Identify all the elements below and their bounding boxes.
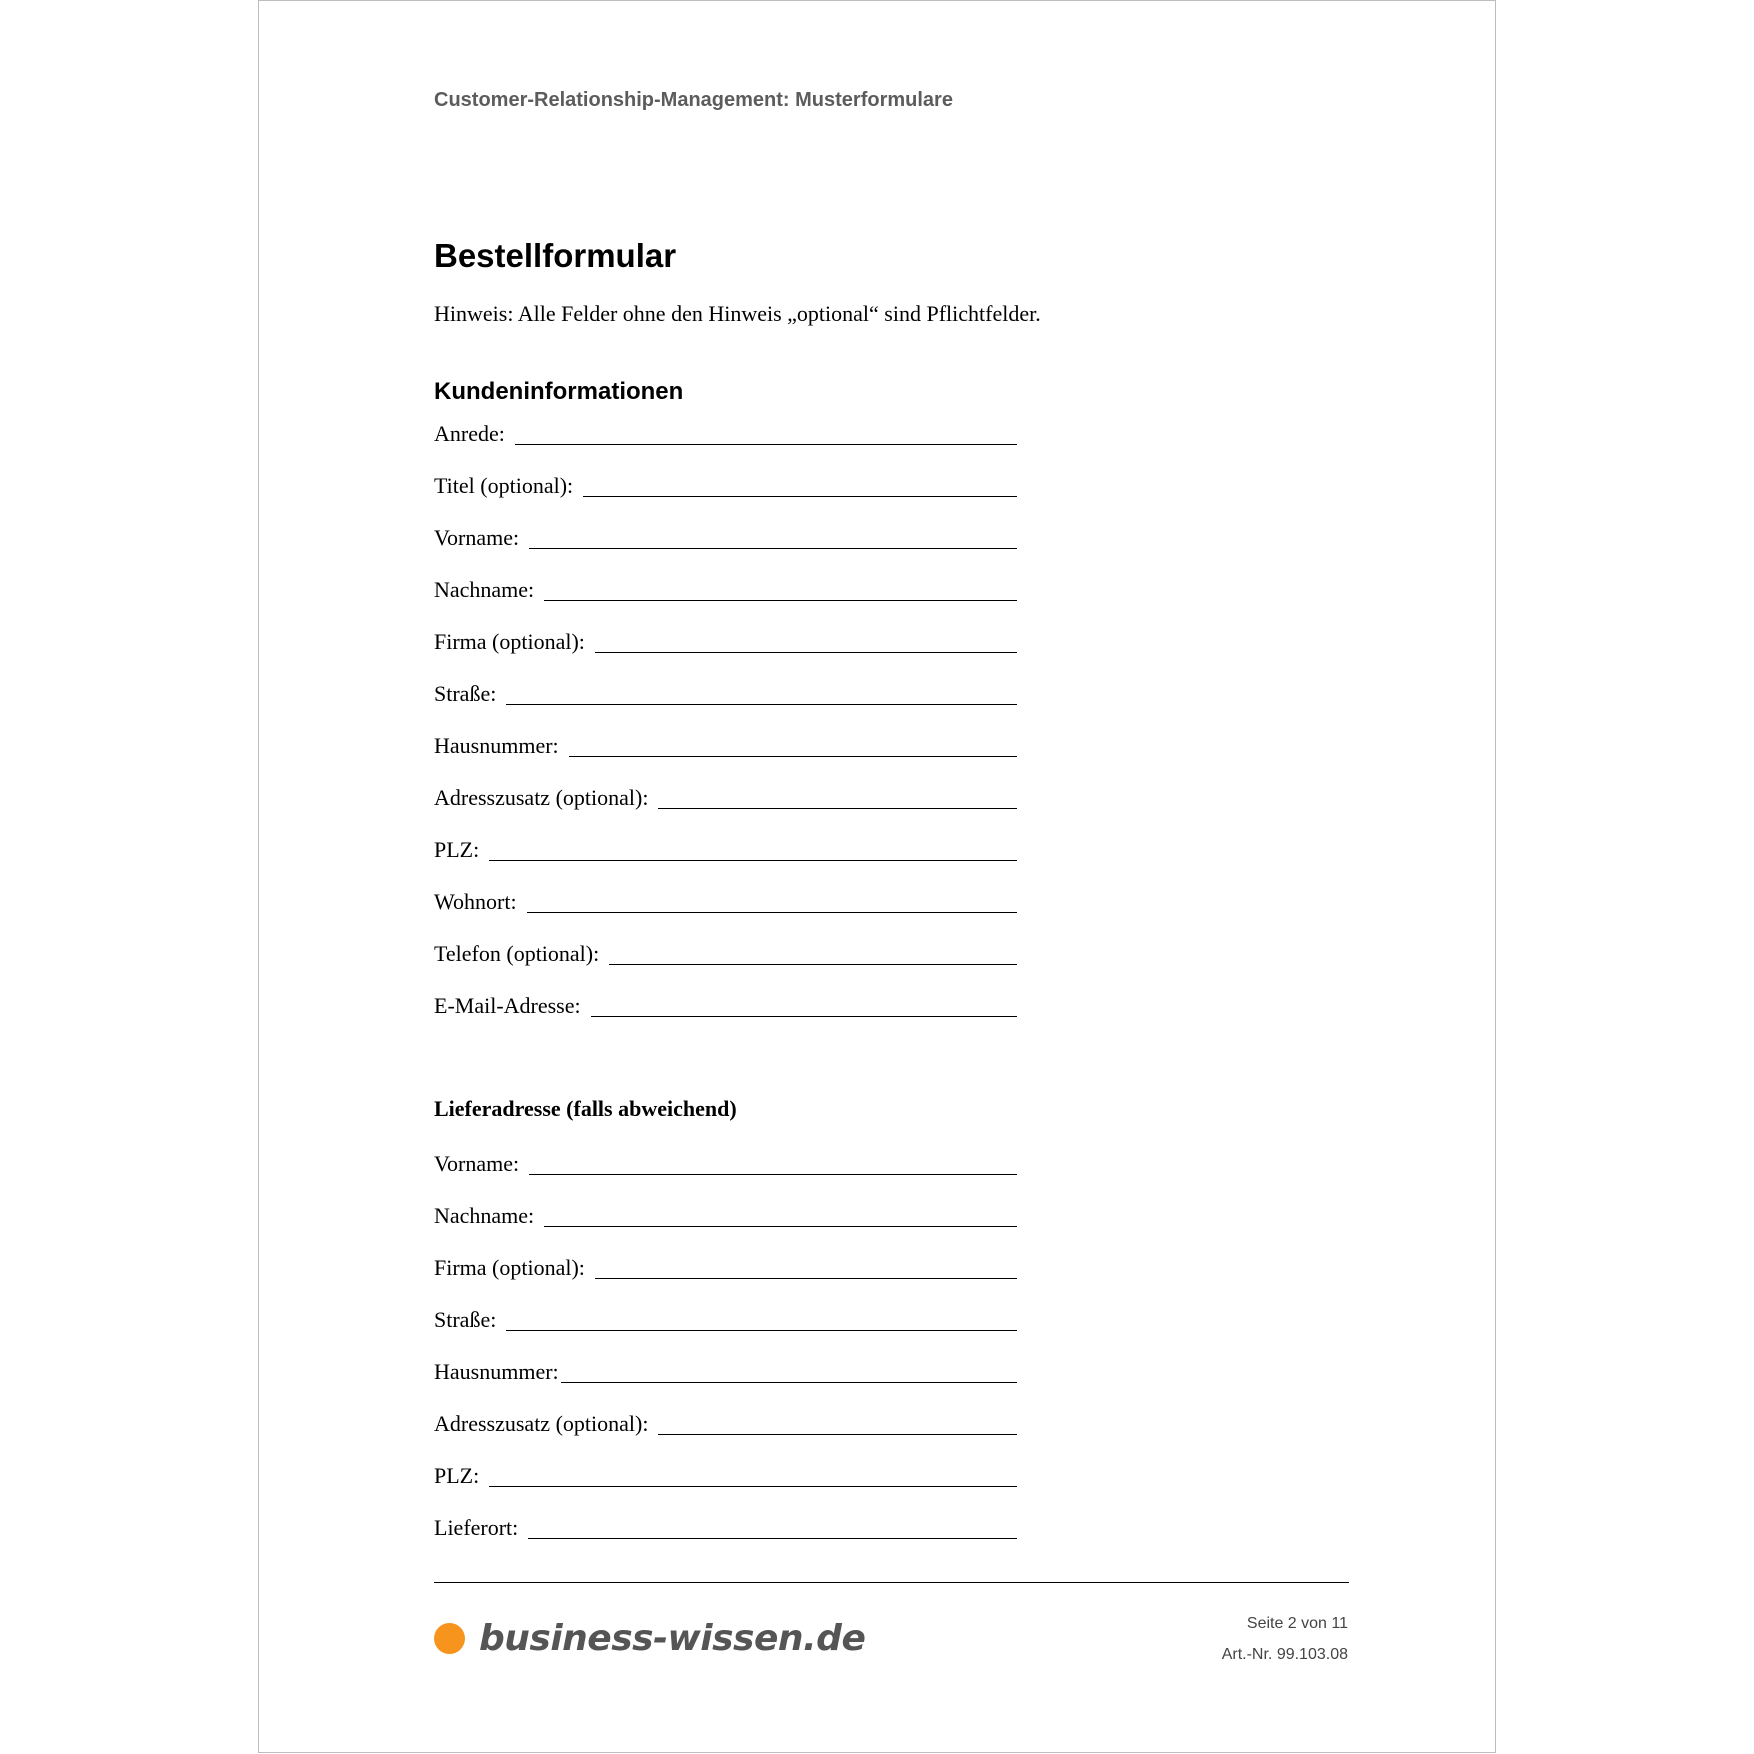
field-strasse[interactable] xyxy=(434,677,1017,707)
field-adresszusatz[interactable] xyxy=(434,781,1017,811)
field-delivery-vorname[interactable] xyxy=(434,1147,1017,1177)
field-input-line[interactable] xyxy=(591,1014,1017,1017)
field-wohnort[interactable] xyxy=(434,885,1017,915)
field-input-line[interactable] xyxy=(515,442,1017,445)
field-plz[interactable] xyxy=(434,833,1017,863)
field-label: Adresszusatz (optional): xyxy=(434,1411,649,1436)
field-input-line[interactable] xyxy=(489,1484,1017,1487)
field-label: PLZ: xyxy=(434,1463,480,1488)
field-email[interactable] xyxy=(434,989,1017,1019)
field-label: E-Mail-Adresse: xyxy=(434,993,581,1018)
page-title: Bestellformular xyxy=(434,237,677,274)
field-firma[interactable] xyxy=(434,625,1017,655)
field-input-line[interactable] xyxy=(595,1276,1017,1279)
field-label: Vorname: xyxy=(434,1151,520,1176)
delivery-section-title: Lieferadresse (falls abweichend) xyxy=(434,1096,737,1121)
field-delivery-plz[interactable] xyxy=(434,1459,1017,1489)
field-hausnummer[interactable] xyxy=(434,729,1017,759)
page-number: Seite 2 von 11 xyxy=(1246,1615,1348,1632)
field-delivery-lieferort[interactable] xyxy=(434,1511,1017,1541)
field-telefon[interactable] xyxy=(434,937,1017,967)
field-label: Vorname: xyxy=(434,525,520,550)
field-label: Anrede: xyxy=(434,421,505,446)
field-label: Straße: xyxy=(434,681,497,706)
field-label: Hausnummer: xyxy=(434,1359,559,1384)
field-delivery-hausnummer[interactable] xyxy=(434,1355,1017,1385)
required-fields-note: Hinweis: Alle Felder ohne den Hinweis „optional“ sind Pflichtfelder. xyxy=(434,301,1041,326)
field-nachname[interactable] xyxy=(434,573,1017,603)
field-delivery-firma[interactable] xyxy=(434,1251,1017,1281)
field-input-line[interactable] xyxy=(561,1380,1017,1383)
field-anrede[interactable] xyxy=(434,417,1017,447)
field-input-line[interactable] xyxy=(595,650,1017,653)
field-label: Hausnummer: xyxy=(434,733,559,758)
field-delivery-adresszusatz[interactable] xyxy=(434,1407,1017,1437)
field-label: PLZ: xyxy=(434,837,480,862)
field-input-line[interactable] xyxy=(506,702,1017,705)
logo-text: business-wissen.de xyxy=(479,1618,866,1659)
field-titel[interactable] xyxy=(434,469,1017,499)
field-label: Lieferort: xyxy=(434,1515,519,1540)
field-input-line[interactable] xyxy=(609,962,1017,965)
field-input-line[interactable] xyxy=(528,1536,1017,1539)
footer-divider xyxy=(434,1582,1349,1583)
brand-logo xyxy=(434,1618,865,1659)
field-delivery-nachname[interactable] xyxy=(434,1199,1017,1229)
field-label: Telefon (optional): xyxy=(434,941,600,966)
field-input-line[interactable] xyxy=(569,754,1017,757)
field-label: Titel (optional): xyxy=(434,473,574,498)
field-label: Nachname: xyxy=(434,577,535,602)
document-page xyxy=(258,0,1496,1753)
field-input-line[interactable] xyxy=(544,1224,1017,1227)
field-input-line[interactable] xyxy=(544,598,1017,601)
field-label: Straße: xyxy=(434,1307,497,1332)
field-input-line[interactable] xyxy=(506,1328,1017,1331)
running-header: Customer-Relationship-Management: Musterformulare xyxy=(434,89,953,111)
field-label: Nachname: xyxy=(434,1203,535,1228)
field-label: Firma (optional): xyxy=(434,629,585,654)
field-input-line[interactable] xyxy=(583,494,1017,497)
field-delivery-strasse[interactable] xyxy=(434,1303,1017,1333)
field-vorname[interactable] xyxy=(434,521,1017,551)
field-input-line[interactable] xyxy=(529,1172,1017,1175)
customer-section-title: Kundeninformationen xyxy=(434,378,684,405)
logo-dot-icon xyxy=(434,1623,465,1654)
field-input-line[interactable] xyxy=(658,806,1017,809)
footer-info xyxy=(1222,1608,1348,1670)
field-label: Wohnort: xyxy=(434,889,517,914)
field-input-line[interactable] xyxy=(658,1432,1017,1435)
field-input-line[interactable] xyxy=(489,858,1017,861)
field-input-line[interactable] xyxy=(527,910,1017,913)
field-label: Adresszusatz (optional): xyxy=(434,785,649,810)
article-number: Art.-Nr. 99.103.08 xyxy=(1221,1646,1348,1663)
field-input-line[interactable] xyxy=(529,546,1017,549)
field-label: Firma (optional): xyxy=(434,1255,585,1280)
